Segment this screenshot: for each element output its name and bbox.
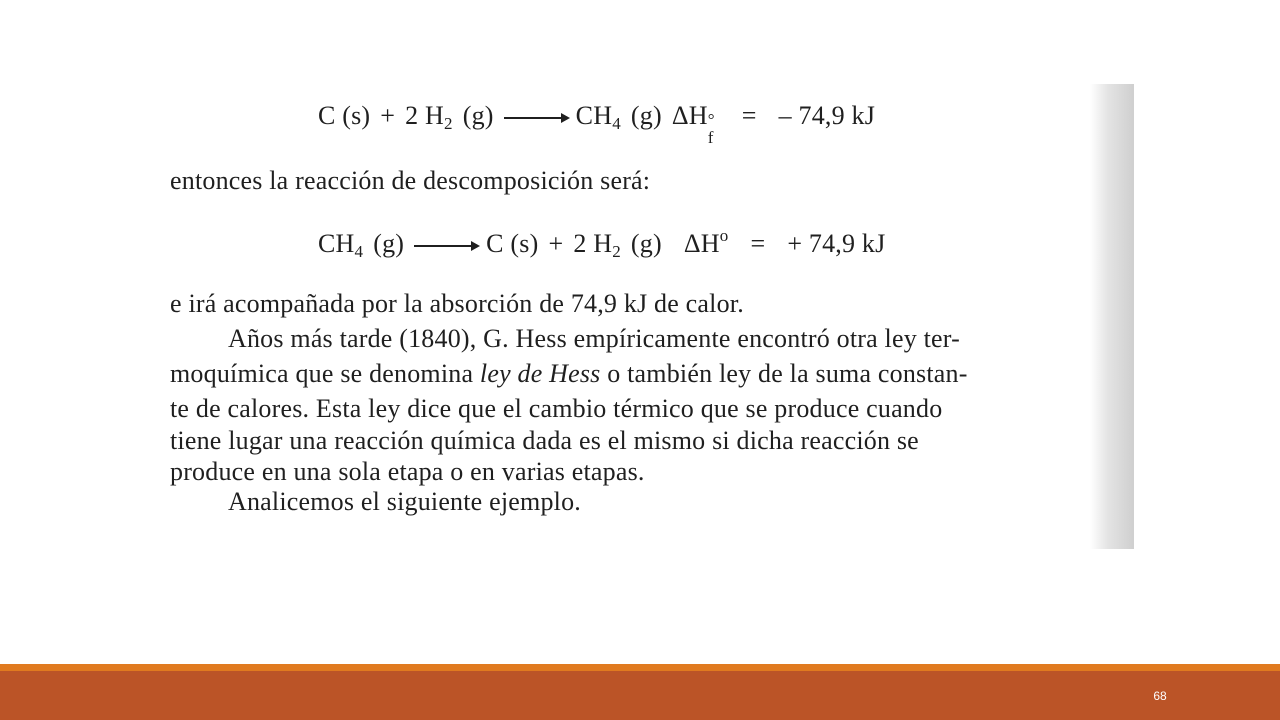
reactant-methane: CH: [318, 229, 355, 258]
delta-h-symbol: ΔH: [683, 229, 720, 258]
delta-h-symbol: ΔH: [671, 101, 708, 130]
reaction-arrow-icon: [504, 117, 568, 119]
page-number: 68: [1153, 689, 1167, 703]
text-line: e irá acompañada por la absorción de 74,9 kJ de calor.: [170, 289, 744, 318]
text-line: Años más tarde (1840), G. Hess empíricamente encontró otra ley ter-: [228, 324, 960, 353]
italic-term-ley-de-hess: ley de Hess: [479, 359, 601, 388]
equation-decomposition-methane: [318, 226, 886, 261]
hydrogen-subscript: 2: [612, 242, 621, 261]
plus-sign: +: [380, 101, 396, 130]
plus-sign: +: [548, 229, 564, 258]
enthalpy-value: – 74,9 kJ: [778, 101, 876, 130]
text-line: te de calores. Esta ley dice que el cambio térmico que se produce cuando: [170, 394, 943, 423]
methane-subscript: 4: [612, 114, 621, 133]
equals-sign: =: [750, 229, 766, 258]
hydrogen-state: (g): [630, 229, 662, 258]
methane-subscript: 4: [354, 242, 364, 261]
footer-accent-line: [0, 664, 1280, 671]
scanned-page-image: [170, 84, 1134, 549]
methane-state: (g): [373, 229, 405, 258]
reaction-arrow-icon: [414, 245, 478, 247]
enthalpy-value: + 74,9 kJ: [787, 229, 886, 258]
text-line: produce en una sola etapa o en varias etapas.: [170, 457, 645, 486]
methane-state: (g): [630, 101, 662, 130]
delta-h-superscript: o: [719, 226, 729, 245]
text-segment: moquímica que se denomina: [170, 359, 480, 388]
hydrogen-subscript: 2: [444, 114, 453, 133]
reactant-carbon: C (s): [318, 101, 371, 130]
text-line: Analicemos el siguiente ejemplo.: [228, 487, 581, 516]
page-edge-shadow: [1090, 84, 1134, 549]
text-line: entonces la reacción de descomposición será:: [170, 166, 651, 195]
reactant-hydrogen: 2 H: [405, 101, 445, 130]
hydrogen-state: (g): [462, 101, 494, 130]
product-hydrogen: 2 H: [573, 229, 613, 258]
text-line: [170, 359, 968, 389]
product-carbon: C (s): [486, 229, 539, 258]
equation-formation-methane: C (s) + 2 $H_2$ (g) $CH_4$ (g) ΔH ° f = – 74,9 kJ: [318, 101, 876, 147]
text-line: tiene lugar una reacción química dada es el mismo si dicha reacción se: [170, 426, 919, 455]
product-methane: CH: [575, 101, 613, 130]
text-segment: o también ley de la suma constan-: [600, 359, 968, 388]
equals-sign: =: [741, 101, 757, 130]
footer-bar: [0, 671, 1280, 720]
